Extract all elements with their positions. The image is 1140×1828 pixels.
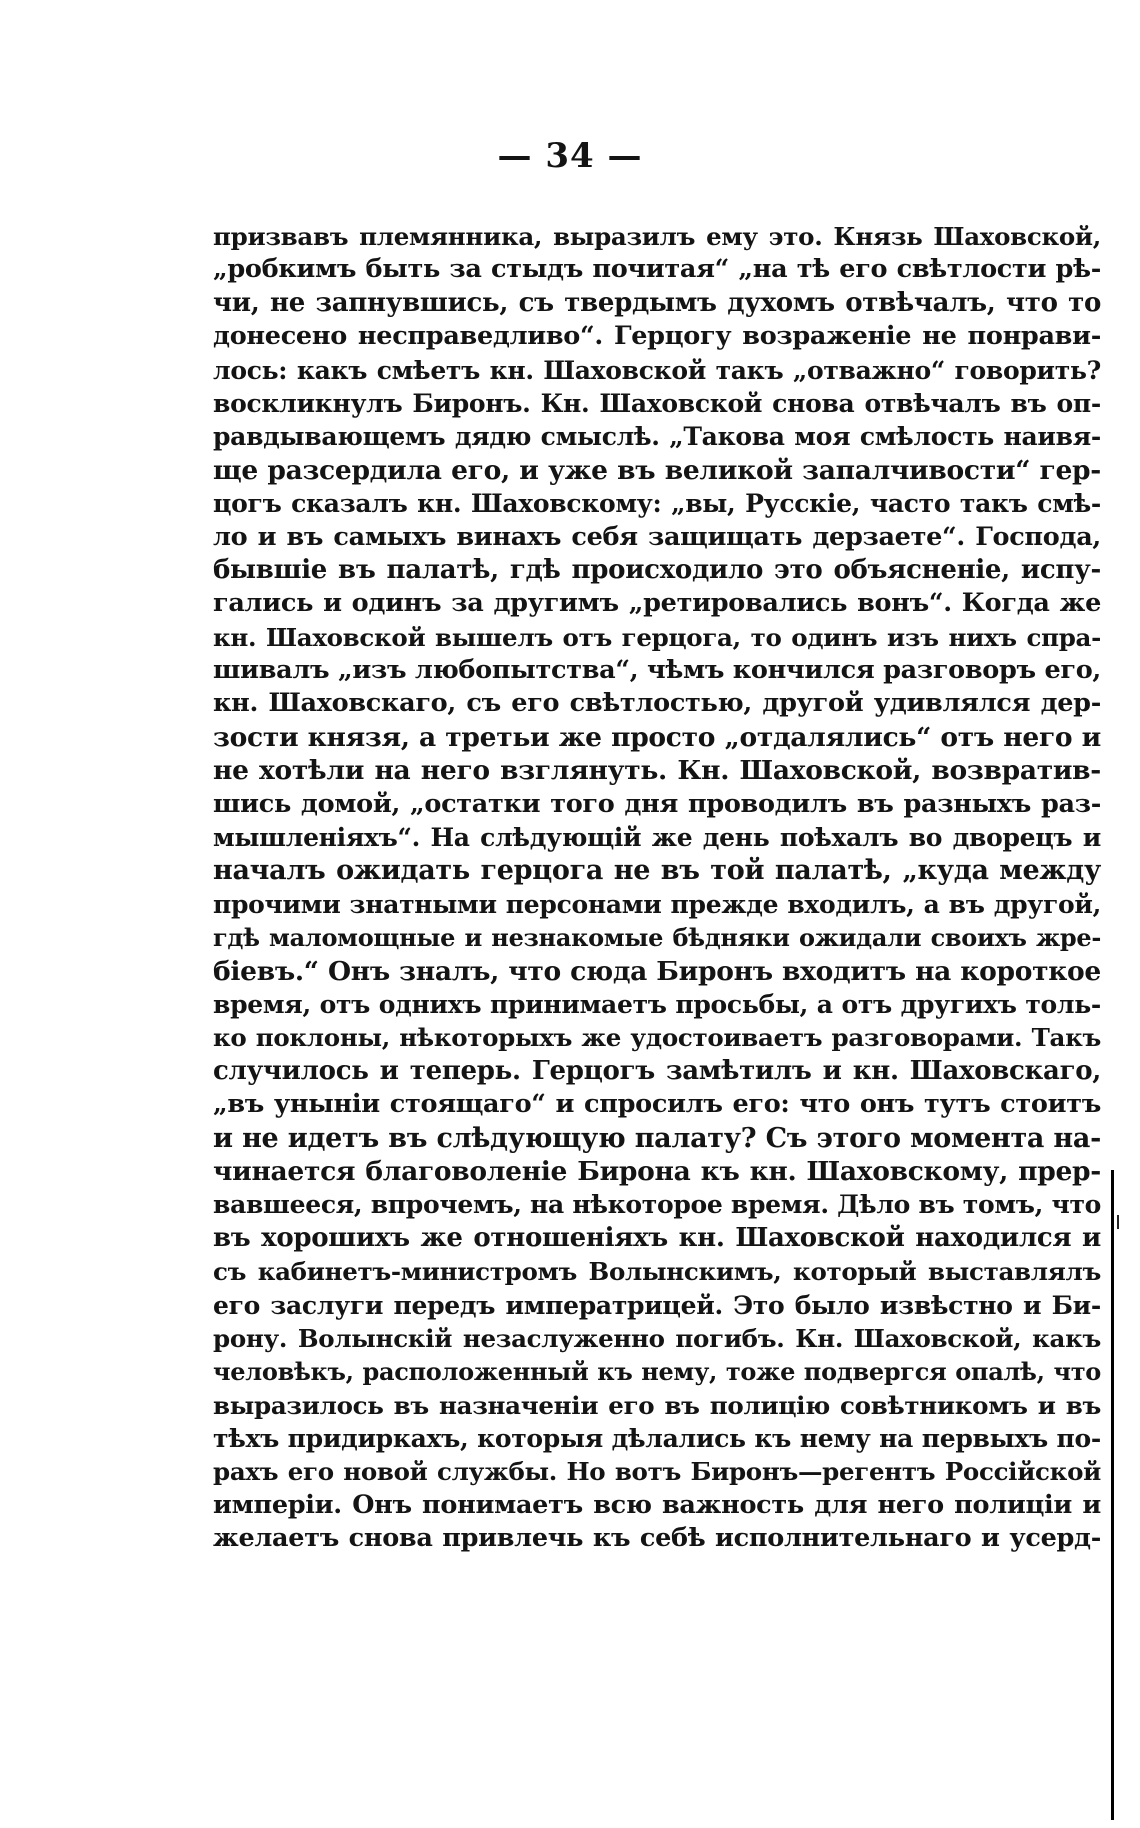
text-line: кн. Шаховскаго, съ его свѣтлостью, другой удивлялся дер- (213, 688, 1101, 719)
text-line: съ кабинетъ-министромъ Волынскимъ, который выставлялъ (213, 1257, 1101, 1287)
text-line: зости князя, а третьи же просто „отдалялись“ отъ него и (213, 721, 1101, 753)
text-line: рону. Волынскій незаслуженно погибъ. Кн. Шаховской, какъ (213, 1323, 1101, 1353)
text-line: чи, не запнувшись, съ твердымъ духомъ отвѣчалъ, что то (213, 287, 1101, 318)
text-line: прочими знатными персонами прежде входилъ, а въ другой, (213, 889, 1101, 919)
text-line: гались и одинъ за другимъ „ретировались вонъ“. Когда же (213, 588, 1101, 619)
text-line: „въ уныніи стоящаго“ и спросилъ его: что онъ тутъ стоитъ (213, 1089, 1101, 1120)
text-line: „робкимъ быть за стыдъ почитая“ „на тѣ его свѣтлости рѣ- (213, 254, 1101, 285)
text-line: не хотѣли на него взглянуть. Кн. Шаховской, возвратив- (213, 755, 1101, 787)
text-line: кн. Шаховской вышелъ отъ герцога, то одинъ изъ нихъ спра- (213, 622, 1101, 652)
text-line: равдывающемъ дядю смыслѣ. „Такова моя смѣлость наивя- (213, 422, 1101, 452)
text-line: чинается благоволеніе Бирона къ кн. Шаховскому, прер- (213, 1155, 1101, 1187)
text-line: біевъ.“ Онъ зналъ, что сюда Биронъ входитъ на короткое (213, 955, 1101, 987)
page-number: — 34 — (497, 136, 643, 176)
text-line: случилось и теперь. Герцогъ замѣтилъ и кн. Шаховскаго, (213, 1055, 1101, 1086)
text-line: желаетъ снова привлечь къ себѣ исполнительнаго и усерд- (213, 1523, 1101, 1554)
text-line: ко поклоны, нѣкоторыхъ же удостоиваетъ разговорами. Такъ (213, 1023, 1101, 1053)
text-line: вавшееся, впрочемъ, на нѣкоторое время. Дѣло въ томъ, что (213, 1190, 1102, 1220)
binding-edge-line (1111, 1170, 1114, 1820)
text-line: бывшіе въ палатѣ, гдѣ происходило это объясненіе, испу- (213, 554, 1101, 585)
text-line: воскликнулъ Биронъ. Кн. Шаховской снова отвѣчалъ въ оп- (213, 388, 1101, 418)
text-line: и не идетъ въ слѣдующую палату? Съ этого момента на- (213, 1122, 1101, 1154)
text-line: шись домой, „остатки того дня проводилъ въ разныхъ раз- (213, 788, 1101, 819)
text-line: человѣкъ, расположенный къ нему, тоже подвергся опалѣ, что (213, 1357, 1101, 1387)
text-line: лось: какъ смѣетъ кн. Шаховской такъ „отважно“ говорить? (213, 355, 1101, 385)
binding-edge-mark (1117, 1215, 1119, 1229)
text-line: донесено несправедливо“. Герцогу возраженіе не понрави- (213, 321, 1101, 352)
text-line: выразилось въ назначеніи его въ полицію совѣтникомъ и въ (213, 1390, 1101, 1420)
text-line: ще разсердила его, и уже въ великой запалчивости“ гер- (213, 454, 1101, 486)
text-line: ло и въ самыхъ винахъ себя защищать дерзаете“. Господа, (213, 521, 1101, 552)
body-text (213, 220, 1101, 1556)
text-line: тѣхъ придиркахъ, которыя дѣлались къ нему на первыхъ по- (213, 1424, 1101, 1454)
text-line: въ хорошихъ же отношеніяхъ кн. Шаховской находился и (213, 1222, 1101, 1253)
text-line: призвавъ племянника, выразилъ ему это. Князь Шаховской, (213, 222, 1101, 251)
text-line: рахъ его новой службы. Но вотъ Биронъ—регентъ Россійской (213, 1457, 1101, 1487)
text-line: его заслуги передъ императрицей. Это было извѣстно и Би- (213, 1290, 1101, 1320)
text-line: шивалъ „изъ любопытства“, чѣмъ кончился разговоръ его, (213, 655, 1101, 686)
text-line: началъ ожидать герцога не въ той палатѣ, „куда между (213, 855, 1101, 887)
text-line: мышленіяхъ“. На слѣдующій же день поѣхалъ во дворецъ и (213, 823, 1101, 853)
text-line: гдѣ маломощные и незнакомые бѣдняки ожидали своихъ жре- (213, 923, 1101, 953)
text-line: цогъ сказалъ кн. Шаховскому: „вы, Русскіе, часто такъ смѣ- (213, 489, 1101, 519)
text-line: время, отъ однихъ принимаетъ просьбы, а отъ другихъ толь- (213, 989, 1101, 1019)
text-line: имперіи. Онъ понимаетъ всю важность для него полиціи и (213, 1489, 1101, 1520)
